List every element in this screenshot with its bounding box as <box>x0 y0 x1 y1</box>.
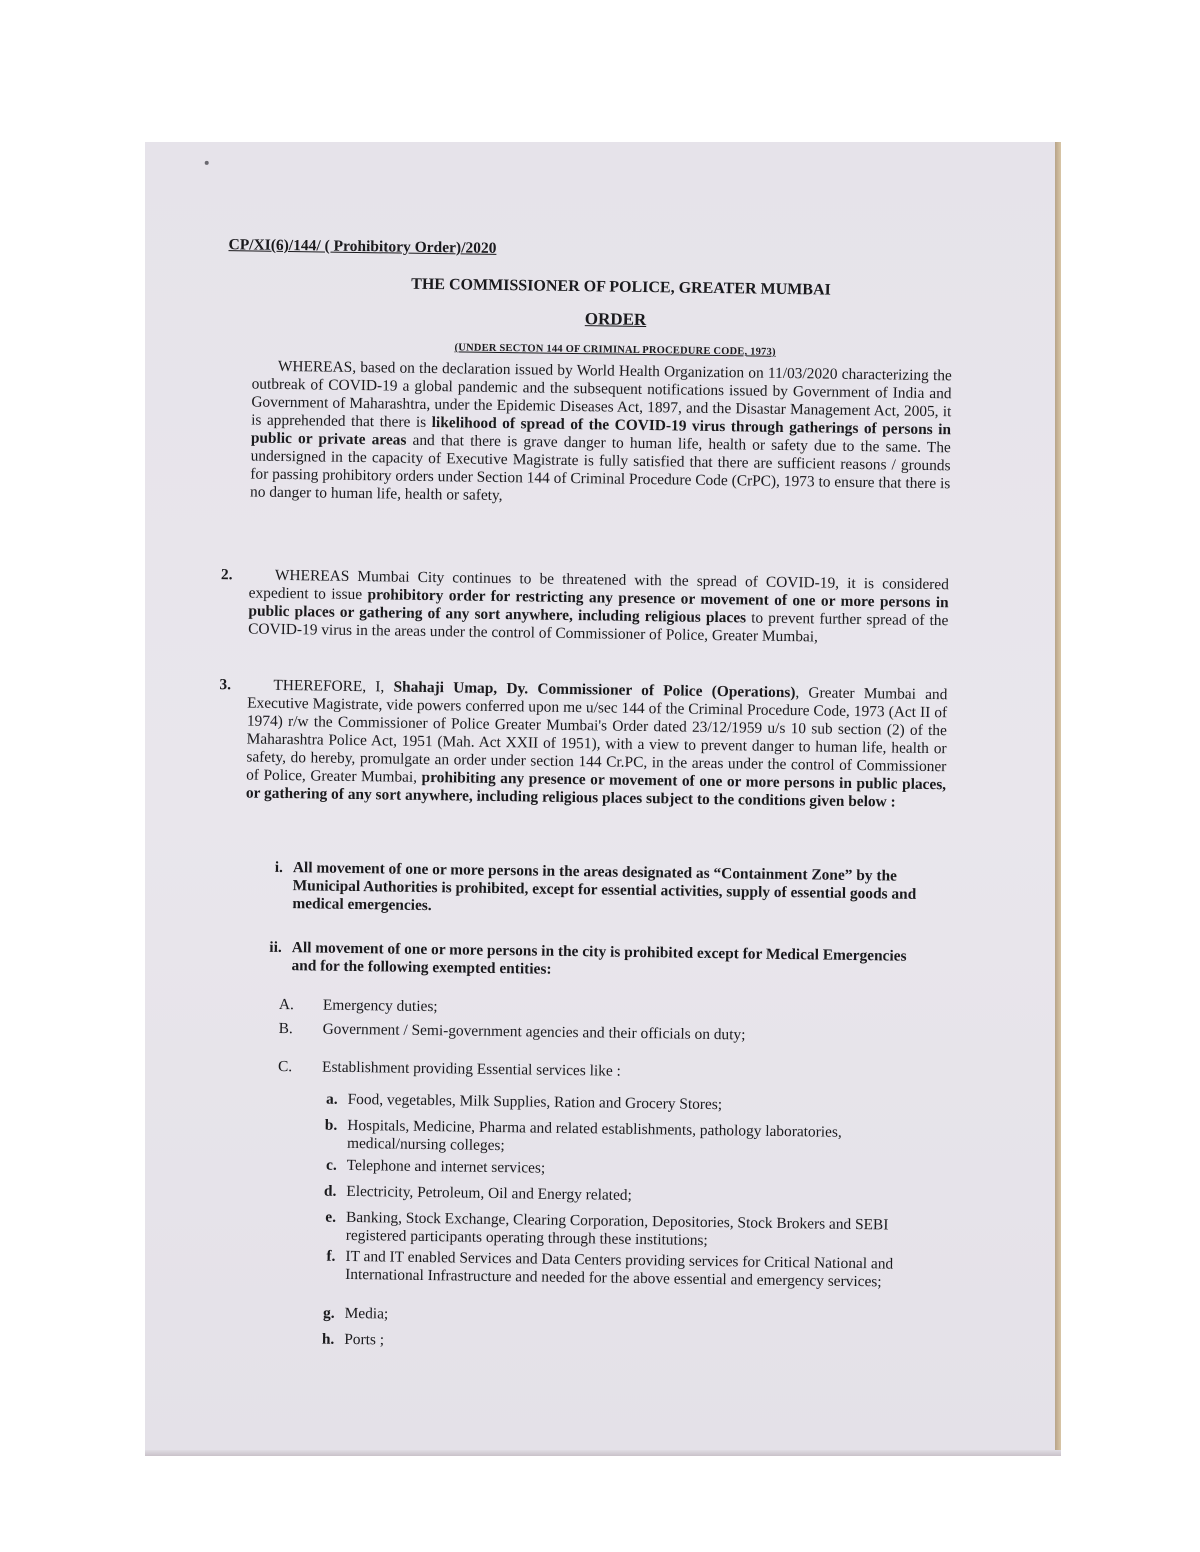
paragraph-number: 3. <box>219 676 232 694</box>
condition-text: All movement of one or more persons in the areas designated as “Containment Zone” by the Municipal Authorities is prohibited, except for essential activities, supply of essential goods and medical emergencies. <box>292 859 917 915</box>
entity-text: Government / Semi-government agencies and their officials on duty; <box>322 1020 746 1044</box>
entity-text: Emergency duties; <box>322 996 438 1016</box>
exempted-entity <box>279 1020 929 1047</box>
paragraph-2 <box>248 566 949 648</box>
section-reference: (UNDER SECTON 144 OF CRIMINAL PROCEDURE CODE, 1973) <box>454 342 776 358</box>
paragraph-bold-text: prohibitory order for restricting any presence or movement of one or more persons in public places or gathering of any sort anywhere, including religious places <box>248 586 949 627</box>
paragraph-text: THEREFORE, I, <box>273 676 394 696</box>
condition-item <box>253 939 933 984</box>
reference-number: CP/XI(6)/144/ ( Prohibitory Order)/2020 <box>228 236 497 257</box>
service-text: Food, vegetables, Milk Supplies, Ration and Grocery Stores; <box>347 1090 723 1114</box>
paragraph-bold-text: Shahaji Umap, Dy. Commissioner of Police (Operations) <box>393 678 796 702</box>
document-photo <box>145 142 1061 1456</box>
service-text: Ports ; <box>344 1330 385 1349</box>
paragraph-1 <box>250 358 952 512</box>
essential-service-item <box>322 1091 922 1117</box>
entity-text: Establishment providing Essential services like : <box>321 1058 621 1080</box>
order-page <box>145 142 1061 1456</box>
paragraph-text: WHEREAS, based on the declaration issued by World Health Organization on 11/03/2020 characterizing the outbreak of COVID-19 a global pandemic and the subsequent notifications issued by Government of India and Government of Maharashtra, under the Epidemic Diseases Act, 1897, and the Disastar Management Act, 2005, it is apprehended that there is <box>251 357 952 432</box>
essential-service-item <box>321 1117 921 1161</box>
entity-letter: B. <box>278 1019 293 1038</box>
service-letter: g. <box>323 1304 335 1322</box>
paragraph-text: to prevent further spread of the COVID-19 virus in the areas under the control of Commissioner of Police, Greater Mumbai, <box>248 609 949 646</box>
paragraph-text: , Greater Mumbai and Executive Magistrate, vide powers conferred upon me u/sec 144 of the Criminal Procedure Code, 1973 (Act II of 1974) r/w the Commissioner of Police Greater Mumbai's Order dated 23/12/1959 u/s 10 sub section (2) of the Maharashtra Police Act, 1951 (Mah. Act XXII of 1951), with a view to prevent danger to human life, health or safety, do hereby, promulgate an order under section 144 Cr.PC, in the areas under the control of Commissioner of Police, Greater Mumbai, <box>246 684 948 786</box>
essential-service-item <box>320 1209 920 1253</box>
essential-service-item <box>318 1331 918 1357</box>
service-text: Banking, Stock Exchange, Clearing Corporation, Depositories, Stock Brokers and SEBI registered participants operating through these institutions; <box>345 1208 889 1249</box>
condition-number: i. <box>274 858 284 876</box>
service-letter: d. <box>323 1182 337 1200</box>
essential-service-item <box>319 1305 919 1331</box>
paragraph-bold-text: likelihood of spread of the COVID-19 virus through gatherings of persons in public or private areas <box>250 414 952 449</box>
ink-mark <box>205 161 209 165</box>
service-letter: e. <box>325 1208 337 1226</box>
paragraph-text: and that there is grave danger to human life, health or safety due to the same. The undersigned in the capacity of Executive Magistrate is fully satisfied that there are sufficient reasons / grounds for passing prohibitory orders under Section 144 of Criminal Procedure Code (CrPC), 1973 to ensure that there is no danger to human life, health or safety, <box>250 431 951 505</box>
paragraph-3 <box>246 676 948 812</box>
service-letter: a. <box>325 1090 338 1108</box>
order-title: ORDER <box>584 309 647 330</box>
service-text: Media; <box>344 1304 389 1323</box>
condition-item <box>254 859 935 922</box>
essential-service-item <box>321 1157 921 1183</box>
essential-service-item <box>319 1248 919 1292</box>
entity-letter: C. <box>277 1057 293 1076</box>
entity-letter: A. <box>278 995 295 1014</box>
condition-number: ii. <box>269 938 282 956</box>
issuing-authority: THE COMMISSIONER OF POLICE, GREATER MUMBAI <box>411 275 831 299</box>
condition-text: All movement of one or more persons in the city is prohibited except for Medical Emergencies and for the following exempted entities: <box>291 939 907 978</box>
service-letter: h. <box>321 1330 335 1348</box>
paragraph-bold-text: prohibiting any presence or movement of one or more persons in public places, or gathering of any sort anywhere, including religious places subject to the conditions given below : <box>245 768 947 811</box>
essential-service-item <box>320 1183 920 1209</box>
service-text: IT and IT enabled Services and Data Centers providing services for Critical National and International Infrastructure and needed for the above essential and emergency services; <box>345 1247 894 1291</box>
service-text: Hospitals, Medicine, Pharma and related establishments, pathology laboratories, medical/nursing colleges; <box>346 1116 842 1155</box>
service-letter: c. <box>325 1156 337 1174</box>
service-text: Telephone and internet services; <box>346 1156 546 1177</box>
exempted-entity <box>279 996 929 1023</box>
paragraph-text: WHEREAS Mumbai City continues to be threatened with the spread of COVID-19, it is considered expedient to issue <box>248 566 950 604</box>
service-letter: f. <box>326 1247 336 1265</box>
paragraph-number: 2. <box>220 566 233 584</box>
service-letter: b. <box>324 1116 338 1134</box>
exempted-entity <box>278 1058 928 1085</box>
service-text: Electricity, Petroleum, Oil and Energy related; <box>346 1182 632 1204</box>
